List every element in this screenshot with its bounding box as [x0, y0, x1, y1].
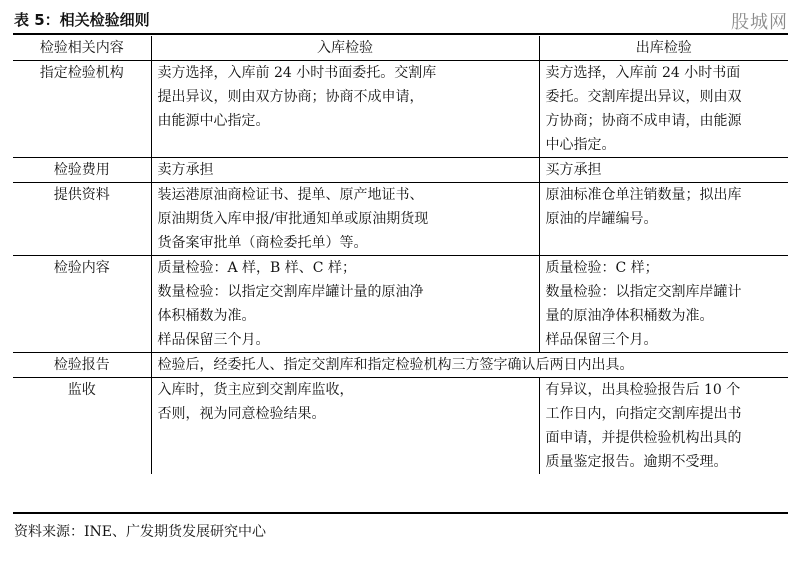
- table-row: [13, 256, 788, 353]
- header-cell-category: 检验相关内容: [13, 36, 151, 61]
- cell-line: 有异议，出具检验报告后 10 个: [545, 382, 741, 398]
- outbound-cell: [539, 61, 788, 158]
- cell-line: 质量检验：C 样；: [545, 260, 659, 276]
- cell-line: 卖方选择，入库前 24 小时书面: [545, 65, 741, 81]
- cell-line: 质量检验：A 样，B 样、C 样；: [157, 260, 356, 276]
- cell-line: 样品保留三个月。: [545, 332, 658, 348]
- cell-line: 原油期货入库申报/审批通知单或原油期货现: [157, 211, 429, 227]
- cell-line: 中心指定。: [545, 137, 616, 153]
- cell-line: 工作日内，向指定交割库提出书: [545, 406, 742, 422]
- cell-line: 数量检验：以指定交割库岸罐计: [545, 284, 742, 300]
- cell-line: 委托。交割库提出异议，则由双: [545, 89, 742, 105]
- row-label: 检验内容: [13, 256, 151, 353]
- cell-line: 卖方选择，入库前 24 小时书面委托。交割库: [157, 65, 437, 81]
- spanning-cell: 检验后，经委托人、指定交割库和指定检验机构三方签字确认后两日内出具。: [151, 353, 788, 378]
- cell-line: 数量检验：以指定交割库岸罐计量的原油净: [157, 284, 424, 300]
- table-row: [13, 353, 788, 378]
- cell-line: 入库时，货主应到交割库监收，: [157, 382, 354, 398]
- cell-line: 量的原油净体积桶数为准。: [545, 308, 714, 324]
- cell-line: 装运港原油商检证书、提单、原产地证书、: [157, 187, 424, 203]
- table-bottom-rule: [13, 512, 788, 514]
- outbound-cell: [539, 256, 788, 353]
- header-cell-outbound: 出库检验: [539, 36, 788, 61]
- cell-line: 样品保留三个月。: [157, 332, 270, 348]
- outbound-cell: [539, 158, 788, 183]
- source-note: 资料来源：INE、广发期货发展研究中心: [14, 524, 266, 540]
- cell-line: 由能源中心指定。: [157, 113, 270, 129]
- header-cell-inbound: 入库检验: [151, 36, 539, 61]
- table-row: [13, 378, 788, 475]
- cell-line: 原油标准仓单注销数量；拟出库: [545, 187, 742, 203]
- cell-line: 原油的岸罐编号。: [545, 211, 658, 227]
- inbound-cell: [151, 158, 539, 183]
- cell-line: 质量鉴定报告。逾期不受理。: [545, 454, 728, 470]
- row-label: 检验费用: [13, 158, 151, 183]
- cell-line: 卖方承担: [157, 162, 214, 178]
- inbound-cell: [151, 256, 539, 353]
- watermark-logo: 股城网: [731, 12, 788, 33]
- table-row: [13, 158, 788, 183]
- inbound-cell: [151, 378, 539, 475]
- cell-line: 面申请，并提供检验机构出具的: [545, 430, 742, 446]
- cell-line: 买方承担: [545, 162, 602, 178]
- cell-line: 提出异议，则由双方协商；协商不成申请，: [157, 89, 424, 105]
- cell-line: 体积桶数为准。: [157, 308, 256, 324]
- table-header-row: [13, 36, 788, 61]
- table-title: 表 5：相关检验细则: [14, 11, 150, 29]
- inspection-rules-table: [13, 36, 788, 474]
- row-label: 提供资料: [13, 183, 151, 256]
- table-row: [13, 61, 788, 158]
- table-top-rule: [13, 33, 788, 35]
- cell-line: 货备案审批单（商检委托单）等。: [157, 235, 368, 251]
- cell-line: 方协商；协商不成申请，由能源: [545, 113, 742, 129]
- table-row: [13, 183, 788, 256]
- outbound-cell: [539, 183, 788, 256]
- row-label: 监收: [13, 378, 151, 475]
- row-label: 检验报告: [13, 353, 151, 378]
- outbound-cell: [539, 378, 788, 475]
- row-label: 指定检验机构: [13, 61, 151, 158]
- inbound-cell: [151, 61, 539, 158]
- cell-line: 否则，视为同意检验结果。: [157, 406, 326, 422]
- inbound-cell: [151, 183, 539, 256]
